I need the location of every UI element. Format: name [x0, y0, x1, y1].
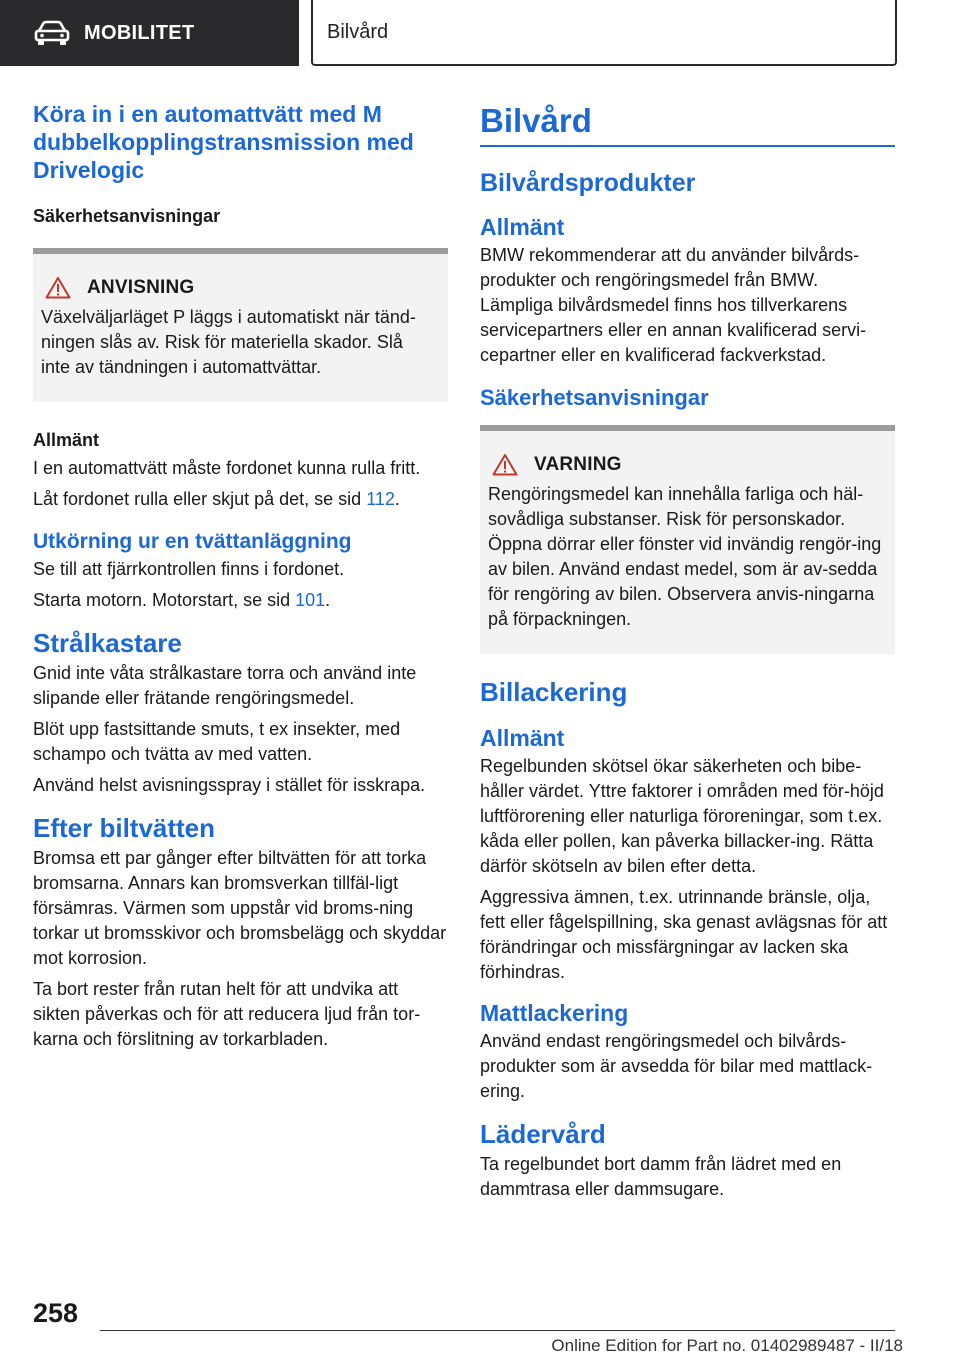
matt-title: Mattlackering — [480, 1000, 629, 1026]
footer-rule — [100, 1330, 895, 1331]
right-column — [480, 100, 895, 1202]
exit-p1: Se till att fjärrkontrollen finns i fordonet. — [33, 559, 345, 579]
section-title: MOBILITET — [84, 21, 195, 44]
edition-text: Online Edition for Part no. 01402989487 - II/18 — [551, 1336, 903, 1355]
headlights-title: Strålkastare — [33, 628, 182, 658]
exit-p2: Starta motorn. Motorstart, se sid 101. — [33, 590, 331, 610]
left-column — [33, 100, 448, 1052]
paint-general-title: Allmänt — [480, 725, 565, 751]
headlights-p1: Gnid inte våta strålkastare torra och använd inte slipande eller frätande rengöringsmedel. — [33, 663, 417, 708]
page-footer — [0, 1290, 960, 1362]
products-general-title: Allmänt — [480, 214, 565, 240]
notice-box — [33, 248, 448, 402]
after-wash-p2: Ta bort rester från rutan helt för att undvika att sikten påverkas och för att reducera ljud från tor-karna och förslitning av torkarbladen. — [33, 979, 421, 1049]
chapter-tab — [311, 0, 897, 66]
safety-title: Säkerhetsanvisningar — [480, 385, 709, 410]
warning-heading: VARNING — [534, 453, 622, 475]
warning-triangle-icon — [45, 276, 71, 299]
after-wash-title: Efter biltvätten — [33, 813, 216, 843]
headlights-p2: Blöt upp fastsittande smuts, t ex insekter, med schampo och tvätta av med vatten. — [33, 719, 401, 764]
chapter-heading: Bilvård — [480, 102, 592, 139]
warning-triangle-icon — [492, 453, 518, 476]
car-wash-title: Köra in i en automattvätt med M dubbelkopplingstransmission med Drivelogic — [33, 101, 414, 183]
safety-label: Säkerhetsanvisningar — [33, 206, 221, 226]
exit-title: Utkörning ur en tvättanläggning — [33, 530, 352, 553]
products-title: Bilvårdsprodukter — [480, 169, 696, 197]
section-tab — [0, 0, 299, 66]
paint-p1: Regelbunden skötsel ökar säkerheten och bibe-håller värdet. Yttre faktorer i områden med för-höjd luftförorening eller naturliga föroreningar, som t.ex. kåda eller pollen, kan påverka billacker-ing. Rätta därför skötseln av bilen efter detta. — [480, 756, 884, 876]
general-p1: I en automattvätt måste fordonet kunna rulla fritt. — [33, 458, 421, 478]
chapter-title: Bilvård — [327, 20, 389, 43]
paint-title: Billackering — [480, 677, 628, 707]
leather-p1: Ta regelbundet bort damm från lädret med en dammtrasa eller dammsugare. — [480, 1154, 842, 1199]
notice-heading: ANVISNING — [87, 276, 195, 298]
page-ref-112[interactable]: 112 — [366, 489, 395, 509]
paint-p2: Aggressiva ämnen, t.ex. utrinnande bränsle, olja, fett eller fågelspillning, ska genast avlägsnas för att förändringar och missfärgningar av lacken ska förhindras. — [480, 887, 888, 982]
headlights-p3: Använd helst avisningsspray i stället för isskrapa. — [33, 775, 426, 795]
page-number: 258 — [33, 1298, 79, 1328]
warning-box — [480, 425, 895, 654]
page-header — [0, 0, 960, 66]
matt-p1: Använd endast rengöringsmedel och bilvårds-produkter som är avsedda för bilar med mattlack-ering. — [480, 1031, 873, 1101]
notice-text: Växelväljarläget P läggs i automatiskt när tänd-ningen slås av. Risk för materiella skador. Slå inte av tändningen i automattvättar. — [41, 307, 416, 377]
warning-text: Rengöringsmedel kan innehålla farliga och häl-sovådliga substanser. Risk för personskador. Öppna dörrar eller fönster vid invändig rengör-ing av bilen. Använd endast medel, som är av-sedda för rengöring av bilen. Observera anvis-ningarna på förpackningen. — [488, 484, 882, 629]
page-ref-101[interactable]: 101 — [295, 590, 326, 610]
after-wash-p1: Bromsa ett par gånger efter biltvätten för att torka bromsarna. Annars kan bromsverkan tillfäl-ligt försämras. Värmen som uppstår vid broms-ning torkar ut bromsskivor och bromsbelägg och skyddar mot korrosion. — [33, 848, 447, 968]
general-p2: Låt fordonet rulla eller skjut på det, se sid 112. — [33, 489, 400, 509]
car-icon — [34, 20, 70, 46]
leather-title: Lädervård — [480, 1119, 606, 1149]
general-label: Allmänt — [33, 430, 100, 450]
products-p1: BMW rekommenderar att du använder bilvårds-produkter och rengöringsmedel från BMW. Lämpliga bilvårdsmedel finns hos tillverkarens servicepartners eller en annan kvalificerad servi-cepartner eller en kvalificerad fackverkstad. — [480, 245, 867, 365]
chapter-rule — [480, 145, 895, 147]
